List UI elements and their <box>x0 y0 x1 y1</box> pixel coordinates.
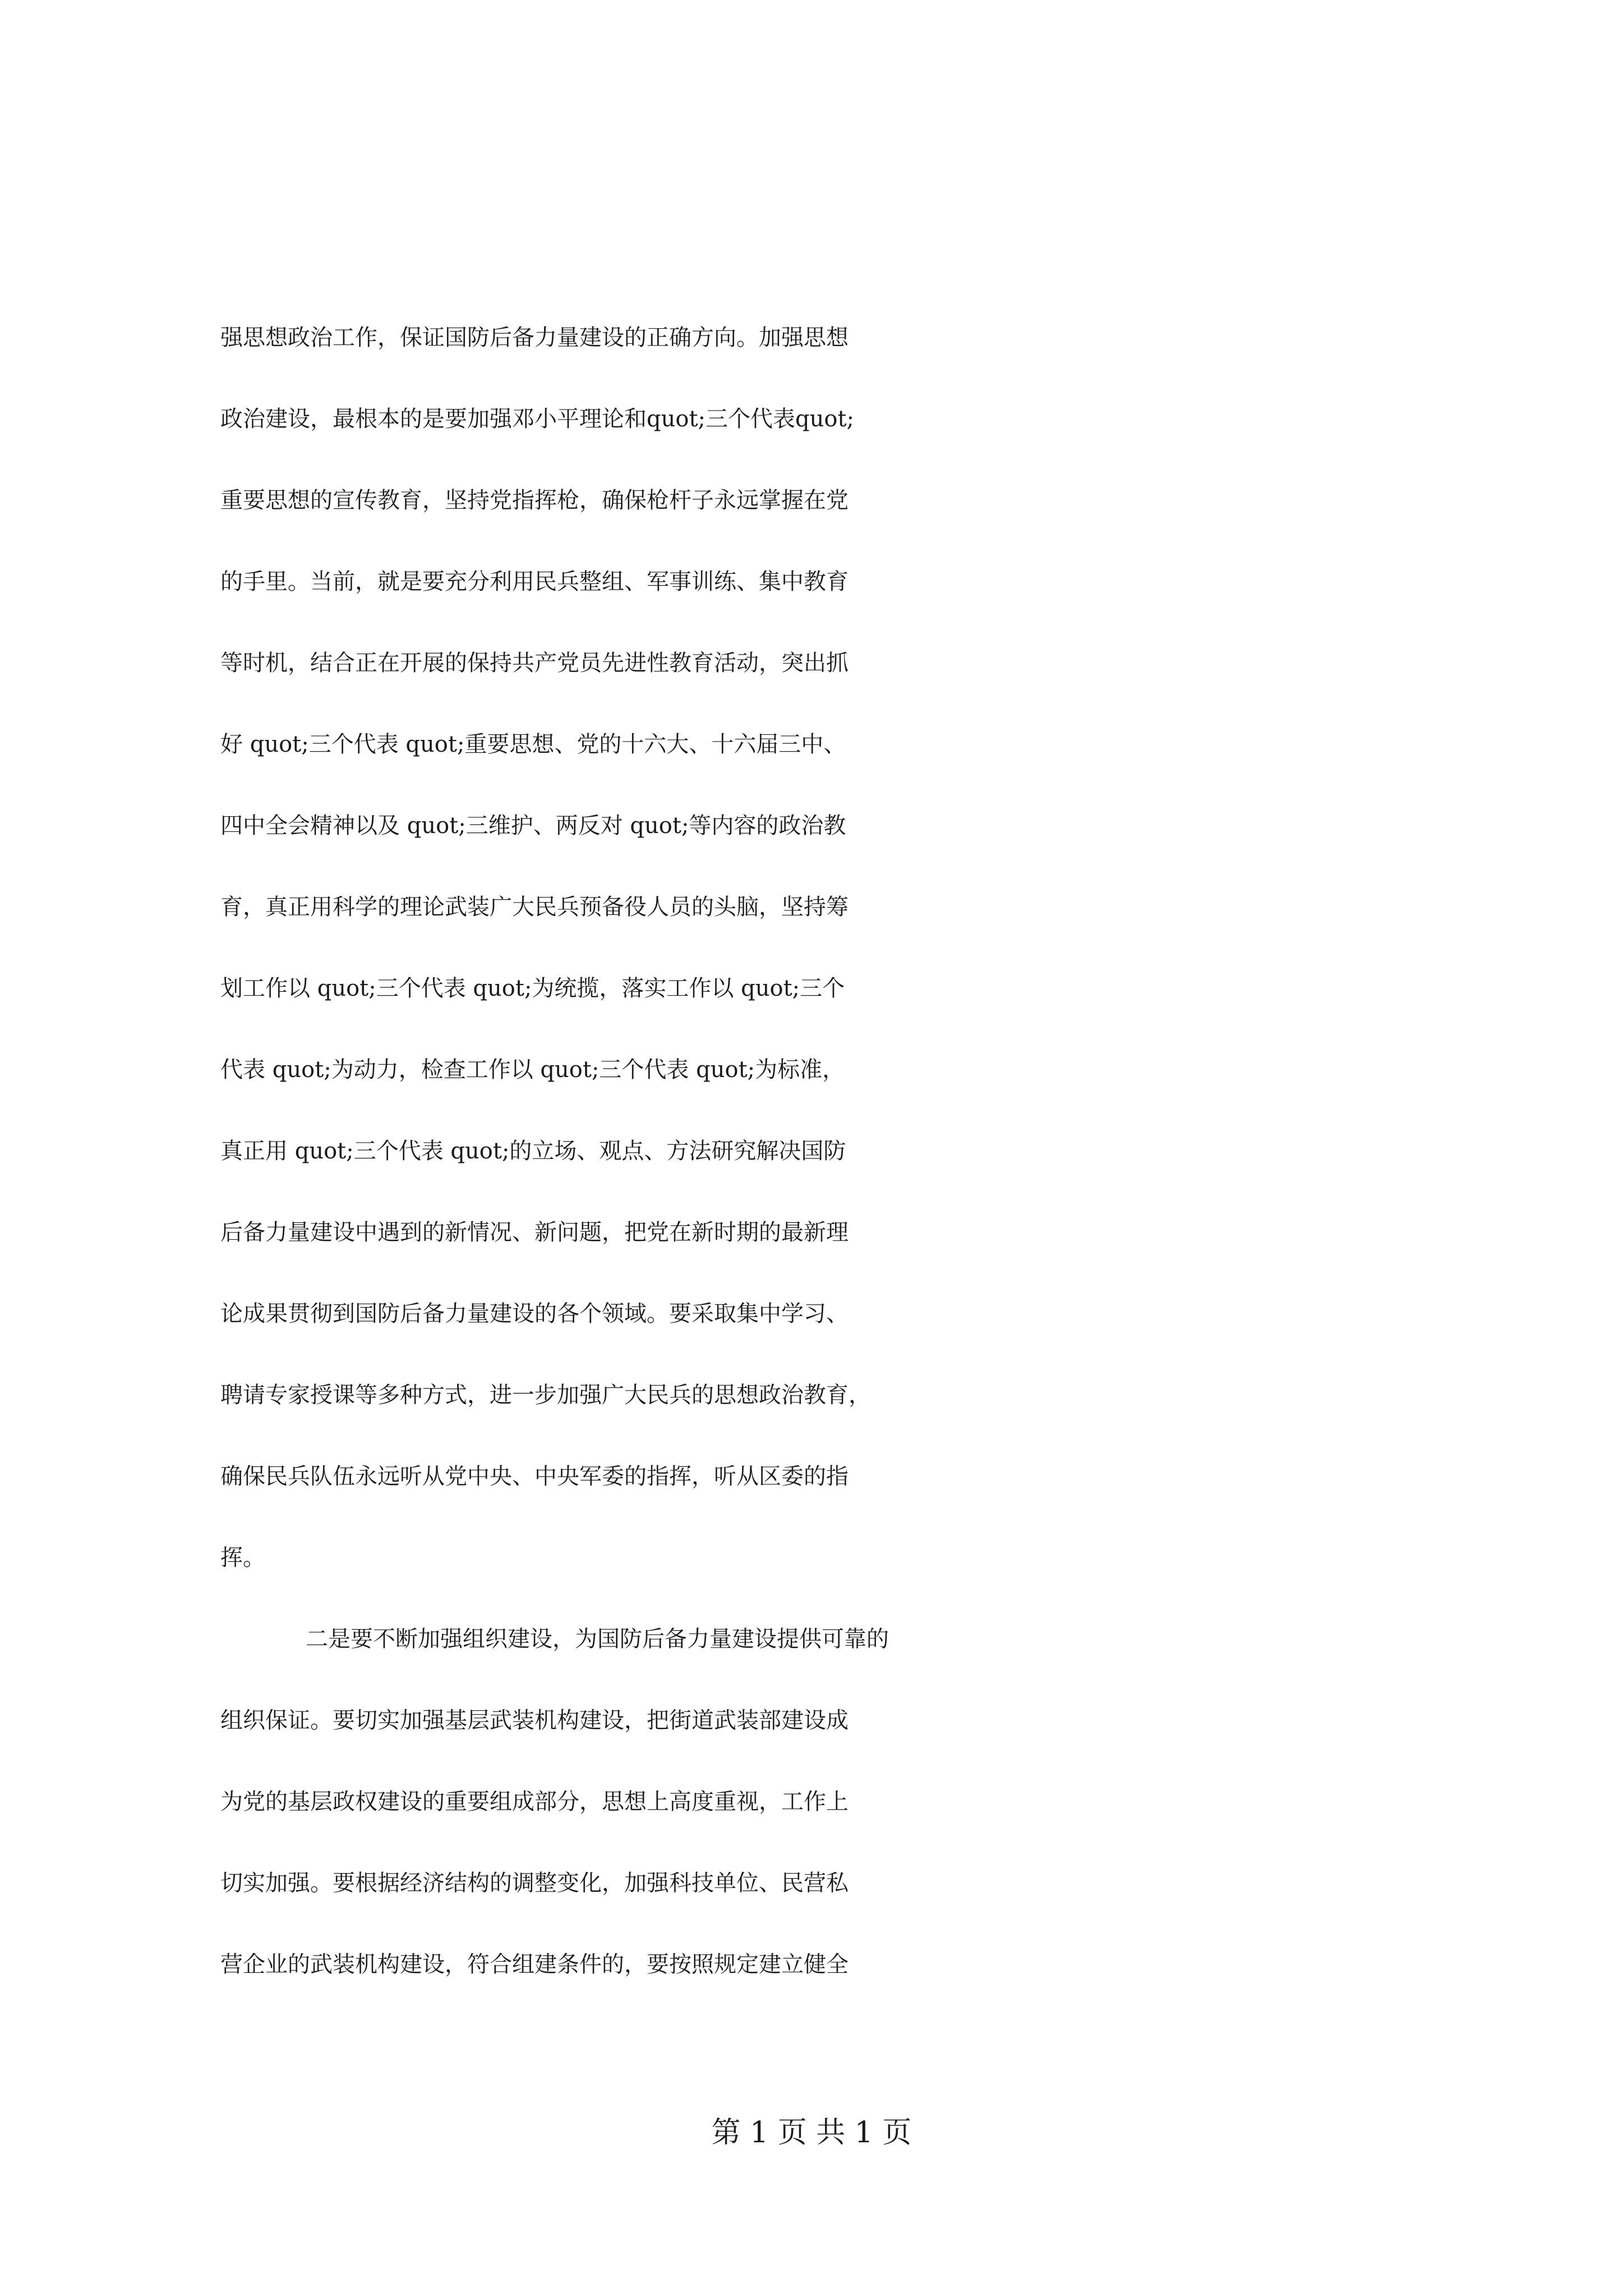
text-line: 重要思想的宣传教育，坚持党指挥枪，确保枪杆子永远掌握在党 <box>220 487 849 513</box>
page-footer: 第 1 页 共 1 页 <box>711 2116 912 2150</box>
text-line: 营企业的武装机构建设，符合组建条件的，要按照规定建立健全 <box>220 1952 849 1977</box>
paragraph-first-line: 二是要不断加强组织建设，为国防后备力量建设提供可靠的 <box>306 1626 889 1652</box>
text-line: 挥。 <box>220 1545 265 1571</box>
text-line: 真正用 quot;三个代表 quot;的立场、观点、方法研究解决国防 <box>220 1138 846 1164</box>
text-line: 后备力量建设中遇到的新情况、新问题，把党在新时期的最新理 <box>220 1220 849 1245</box>
text-line: 政治建设，最根本的是要加强邓小平理论和quot;三个代表quot; <box>220 406 854 432</box>
text-line: 强思想政治工作，保证国防后备力量建设的正确方向。加强思想 <box>220 325 849 351</box>
text-line: 好 quot;三个代表 quot;重要思想、党的十六大、十六届三中、 <box>220 731 846 757</box>
text-line: 切实加强。要根据经济结构的调整变化，加强科技单位、民营私 <box>220 1870 849 1896</box>
text-line: 划工作以 quot;三个代表 quot;为统揽，落实工作以 quot;三个 <box>220 976 845 1001</box>
text-line: 组织保证。要切实加强基层武装机构建设，把街道武装部建设成 <box>220 1708 849 1733</box>
text-line: 等时机，结合正在开展的保持共产党员先进性教育活动，突出抓 <box>220 650 849 676</box>
text-line: 确保民兵队伍永远听从党中央、中央军委的指挥，听从区委的指 <box>220 1464 849 1489</box>
text-line: 为党的基层政权建设的重要组成部分，思想上高度重视，工作上 <box>220 1789 849 1815</box>
text-line: 育，真正用科学的理论武装广大民兵预备役人员的头脑，坚持筹 <box>220 894 849 920</box>
text-line: 聘请专家授课等多种方式，进一步加强广大民兵的思想政治教育， <box>220 1382 871 1408</box>
text-line: 的手里。当前，就是要充分利用民兵整组、军事训练、集中教育 <box>220 569 849 595</box>
text-line: 四中全会精神以及 quot;三维护、两反对 quot;等内容的政治教 <box>220 813 846 839</box>
text-line: 论成果贯彻到国防后备力量建设的各个领域。要采取集中学习、 <box>220 1301 849 1327</box>
text-line: 代表 quot;为动力，检查工作以 quot;三个代表 quot;为标准， <box>220 1057 845 1083</box>
